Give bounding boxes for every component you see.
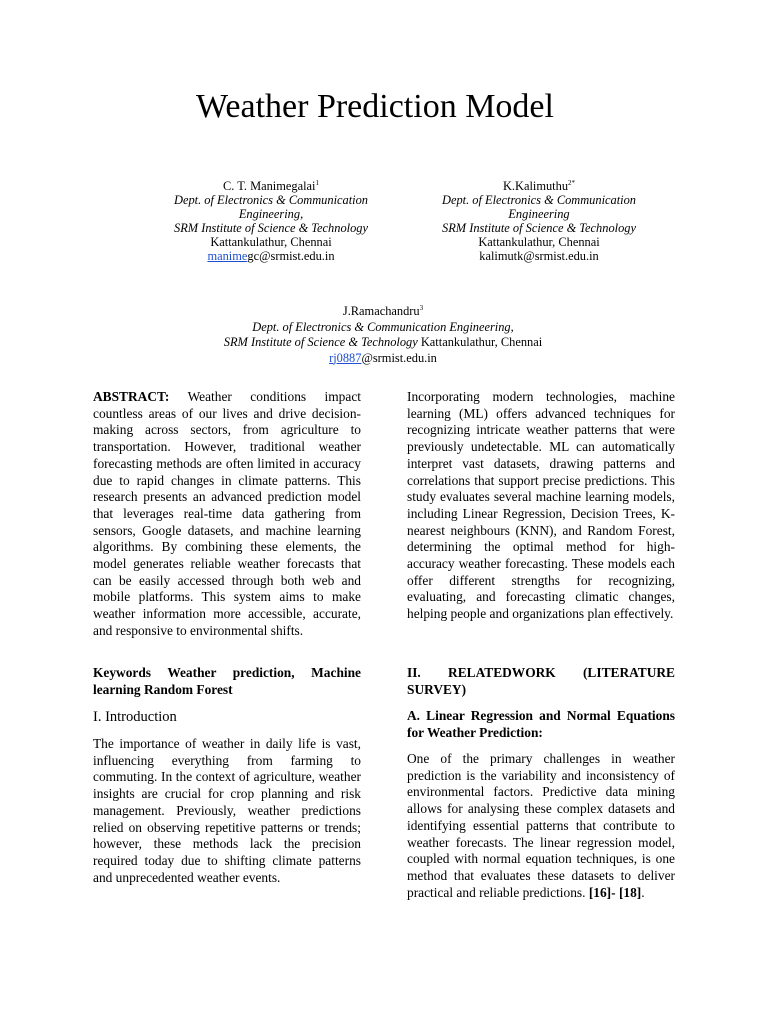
keywords-text: Keywords Weather prediction, Machine learning Random Forest	[93, 665, 361, 697]
author-location: Kattankulathur, Chennai	[210, 235, 332, 249]
author-email: kalimutk@srmist.edu.in	[479, 249, 599, 263]
author-block-2	[429, 179, 649, 263]
related-work-section	[407, 751, 675, 901]
intro-heading: I. Introduction	[93, 709, 177, 725]
author-dept: Engineering,	[238, 207, 304, 221]
author-location: Kattankulathur, Chennai	[478, 235, 600, 249]
author-dept: Dept. of Electronics & Communication	[174, 193, 368, 207]
author-name: K.Kalimuthu$^{2*}$	[502, 179, 576, 193]
abstract-label: ABSTRACT:	[93, 389, 170, 404]
author-dept: Dept. of Electronics & Communication	[442, 193, 636, 207]
author-affiliation	[160, 335, 606, 351]
intro-paragraph-continued: Incorporating modern technologies, machine learning (ML) offers advanced techniques for recognizing intricate weather patterns that were previously undetectable. ML can automatically interpret vast datasets, drawing patterns and correlations that support precise predictions. This study evaluates several machine learning models, including Linear Regression, Decision Trees, K-nearest neighbours (KNN), and Random Forest, determining the optimal method for high-accuracy weather forecasting. These models each offer different strengths for recognizing, evaluating, and forecasting climatic changes, helping people and organizations plan effectively.	[407, 389, 675, 622]
author-name: C. T. Manimegalai$^1$	[223, 179, 319, 193]
email-link[interactable]: manime	[207, 249, 248, 263]
abstract-paragraph: ABSTRACT: Weather conditions impact countless areas of our lives and drive decision-making across sectors, from agriculture to transportation. However, traditional weather forecasting methods are often limited in accuracy due to rapid changes in climate patterns. This research presents an advanced prediction model that leverages real-time data gathering from sensors, Google datasets, and machine learning algorithms. By combining these elements, the model generates reliable weather forecasts that can be easily accessed through both web and mobile platforms. This system aims to make weather information more accessible, accurate, and responsive to environmental shifts.	[93, 389, 361, 638]
citation-refs: [16]- [18]	[588, 884, 642, 900]
paper-title: Weather Prediction Model	[196, 88, 554, 125]
intro-paragraph: The importance of weather in daily life is vast, influencing everything from farming to commuting. In the context of agriculture, weather insights are crucial for crop planning and risk management. Previously, weather predictions relied on observing repetitive patterns or trends; however, these methods lack the precision required today due to shifting climate patterns and unprecedented weather events.	[93, 736, 361, 885]
keywords	[93, 665, 361, 698]
author-email: rj0887@srmist.edu.in	[329, 350, 437, 365]
author-location: Kattankulathur, Chennai	[417, 335, 543, 349]
author-name: J.Ramachandru$^3$	[342, 304, 424, 318]
section-2-heading-block	[407, 665, 675, 698]
email-link[interactable]: rj0887	[329, 350, 362, 365]
author-block-3	[160, 304, 606, 366]
related-work-paragraph: One of the primary challenges in weather prediction is the variability and inconsistency of environmental factors. Predictive data mining allows for analysing these complex datasets and identifying essential patterns that contribute to weather forecasts. The linear regression model, coupled with normal equation techniques, is one method that evaluates these datasets to deliver practical and reliable predictions. [16]- [18].	[407, 751, 675, 900]
abstract	[93, 389, 361, 640]
author-dept: Dept. of Electronics & Communication Engineering,	[252, 319, 514, 334]
author-block-1	[160, 179, 382, 263]
subsection-heading: A. Linear Regression and Normal Equations for Weather Prediction:	[407, 708, 675, 740]
section-heading: II. RELATEDWORK (LITERATURE SURVEY)	[407, 665, 675, 697]
author-dept: Engineering	[508, 207, 570, 221]
author-institute: SRM Institute of Science & Technology	[442, 221, 636, 235]
author-email: manimegc@srmist.edu.in	[207, 249, 335, 263]
author-institute: SRM Institute of Science & Technology	[223, 335, 418, 349]
author-institute: SRM Institute of Science & Technology	[174, 221, 368, 235]
intro-section	[93, 736, 361, 886]
right-intro-section	[407, 389, 675, 623]
subsection-a-heading-block	[407, 708, 675, 741]
